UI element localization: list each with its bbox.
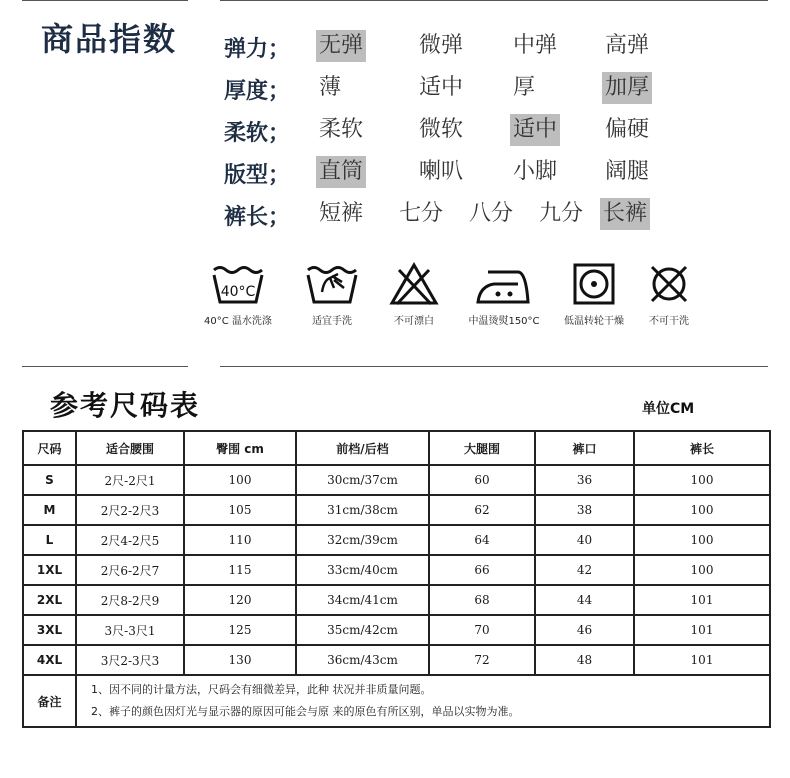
- cell-waist: 2尺-2尺1: [76, 465, 184, 495]
- no-dry-clean-icon: [647, 262, 691, 306]
- cell-waist: 2尺8-2尺9: [76, 585, 184, 615]
- cell-hip: 110: [184, 525, 296, 555]
- cell-length: 100: [634, 555, 770, 585]
- attribute-option-selected: 适中: [510, 114, 560, 146]
- iron-medium-icon: [472, 262, 536, 306]
- size-chart-header-row: [23, 431, 770, 465]
- attribute-option: 八分: [469, 201, 514, 226]
- note-line: 2、裤子的颜色因灯光与显示器的原因可能会与原 来的原色有所区别，单品以实物为准。: [91, 705, 520, 718]
- care-label-hand-wash: 适宜手洗: [312, 316, 352, 327]
- cell-length: 100: [634, 525, 770, 555]
- cell-leg-opening: 44: [535, 585, 634, 615]
- table-row: [23, 645, 770, 675]
- header-size: 尺码: [23, 431, 76, 465]
- note-line: 1、因不同的计量方法，尺码会有细微差异，此种 状况并非质量问题。: [91, 683, 432, 696]
- care-item-iron-medium: [456, 262, 552, 327]
- cell-length: 101: [634, 585, 770, 615]
- cell-rise: 33cm/40cm: [296, 555, 429, 585]
- attribute-option: 偏硬: [605, 117, 650, 142]
- header-length: 裤长: [634, 431, 770, 465]
- header-hip: 臀围 cm: [184, 431, 296, 465]
- attribute-option-selected: 加厚: [602, 72, 652, 104]
- attribute-option: 厚: [513, 75, 536, 100]
- table-row: [23, 525, 770, 555]
- hand-wash-icon: [304, 262, 360, 306]
- size-chart-table: [22, 430, 771, 728]
- cell-leg-opening: 42: [535, 555, 634, 585]
- cell-size: M: [23, 495, 76, 525]
- wash-40-icon: [210, 262, 266, 306]
- attribute-option: 小脚: [513, 159, 558, 184]
- attribute-option: 中弹: [513, 33, 558, 58]
- cell-leg-opening: 48: [535, 645, 634, 675]
- cell-leg-opening: 36: [535, 465, 634, 495]
- middle-rule-right: [220, 366, 768, 367]
- cell-rise: 36cm/43cm: [296, 645, 429, 675]
- attribute-row: [224, 72, 694, 104]
- cell-length: 101: [634, 645, 770, 675]
- cell-thigh: 60: [429, 465, 535, 495]
- attribute-option: 薄: [319, 75, 342, 100]
- header-leg-opening: 裤口: [535, 431, 634, 465]
- header-thigh: 大腿围: [429, 431, 535, 465]
- size-chart-title: 参考尺码表: [50, 389, 201, 422]
- cell-size: 2XL: [23, 585, 76, 615]
- cell-rise: 30cm/37cm: [296, 465, 429, 495]
- cell-waist: 3尺-3尺1: [76, 615, 184, 645]
- care-label-wash-40: 40°C 温水洗涤: [204, 316, 272, 327]
- svg-text:40°C: 40°C: [220, 284, 256, 300]
- table-row: [23, 465, 770, 495]
- cell-size: 1XL: [23, 555, 76, 585]
- care-label-iron-medium: 中温烫熨150°C: [468, 316, 540, 327]
- care-item-wash-40: [190, 262, 286, 327]
- attribute-option: 喇叭: [419, 159, 464, 184]
- header-rise: 前档/后档: [296, 431, 429, 465]
- cell-leg-opening: 46: [535, 615, 634, 645]
- notes-label: 备注: [23, 675, 76, 727]
- attribute-label: 裤长；: [224, 205, 291, 230]
- attribute-row: [224, 114, 694, 146]
- cell-rise: 31cm/38cm: [296, 495, 429, 525]
- cell-size: L: [23, 525, 76, 555]
- cell-hip: 125: [184, 615, 296, 645]
- top-rule-right: [220, 0, 768, 1]
- attribute-option-selected: 直筒: [316, 156, 366, 188]
- cell-hip: 130: [184, 645, 296, 675]
- cell-size: S: [23, 465, 76, 495]
- cell-waist: 3尺2-3尺3: [76, 645, 184, 675]
- table-row: [23, 555, 770, 585]
- cell-thigh: 68: [429, 585, 535, 615]
- cell-waist: 2尺6-2尺7: [76, 555, 184, 585]
- attribute-option: 七分: [399, 201, 444, 226]
- cell-hip: 115: [184, 555, 296, 585]
- care-label-tumble-dry-low: 低温转轮干燥: [564, 316, 624, 327]
- attribute-option-selected: 长裤: [600, 198, 650, 230]
- attribute-row: [224, 30, 694, 62]
- cell-thigh: 72: [429, 645, 535, 675]
- cell-hip: 100: [184, 465, 296, 495]
- attribute-option: 微弹: [419, 33, 464, 58]
- attribute-label: 弹力；: [224, 37, 291, 62]
- notes-row: [23, 675, 770, 727]
- cell-rise: 35cm/42cm: [296, 615, 429, 645]
- cell-waist: 2尺2-2尺3: [76, 495, 184, 525]
- attribute-option: 适中: [419, 75, 464, 100]
- middle-rule-left: [22, 366, 188, 367]
- table-row: [23, 495, 770, 525]
- header-waist: 适合腰围: [76, 431, 184, 465]
- attribute-option: 高弹: [605, 33, 650, 58]
- cell-length: 100: [634, 495, 770, 525]
- cell-length: 101: [634, 615, 770, 645]
- cell-size: 3XL: [23, 615, 76, 645]
- care-item-no-dry-clean: [621, 262, 717, 327]
- tumble-dry-low-icon: [572, 262, 616, 306]
- care-item-no-bleach: [366, 262, 462, 327]
- notes-body: [76, 675, 770, 727]
- cell-leg-opening: 38: [535, 495, 634, 525]
- attribute-option: 阔腿: [605, 159, 650, 184]
- attribute-row: [224, 198, 694, 230]
- cell-thigh: 66: [429, 555, 535, 585]
- product-index-title: 商品指数: [41, 20, 178, 58]
- attribute-option: 九分: [539, 201, 584, 226]
- cell-hip: 120: [184, 585, 296, 615]
- attribute-option: 微软: [419, 117, 464, 142]
- cell-rise: 34cm/41cm: [296, 585, 429, 615]
- attribute-label: 版型；: [224, 163, 291, 188]
- care-label-no-dry-clean: 不可干洗: [649, 316, 689, 327]
- attribute-option-selected: 无弹: [316, 30, 366, 62]
- size-chart-unit: 单位CM: [642, 401, 695, 417]
- attribute-label: 柔软；: [224, 121, 291, 146]
- cell-thigh: 70: [429, 615, 535, 645]
- table-row: [23, 585, 770, 615]
- cell-size: 4XL: [23, 645, 76, 675]
- no-bleach-icon: [389, 262, 439, 306]
- table-row: [23, 615, 770, 645]
- cell-rise: 32cm/39cm: [296, 525, 429, 555]
- cell-thigh: 62: [429, 495, 535, 525]
- attribute-label: 厚度；: [224, 79, 291, 104]
- cell-thigh: 64: [429, 525, 535, 555]
- cell-leg-opening: 40: [535, 525, 634, 555]
- attribute-row: [224, 156, 694, 188]
- cell-length: 100: [634, 465, 770, 495]
- top-rule-left: [22, 0, 188, 1]
- cell-hip: 105: [184, 495, 296, 525]
- cell-waist: 2尺4-2尺5: [76, 525, 184, 555]
- care-label-no-bleach: 不可漂白: [394, 316, 434, 327]
- attribute-option: 柔软: [319, 117, 364, 142]
- attribute-option: 短裤: [319, 201, 364, 226]
